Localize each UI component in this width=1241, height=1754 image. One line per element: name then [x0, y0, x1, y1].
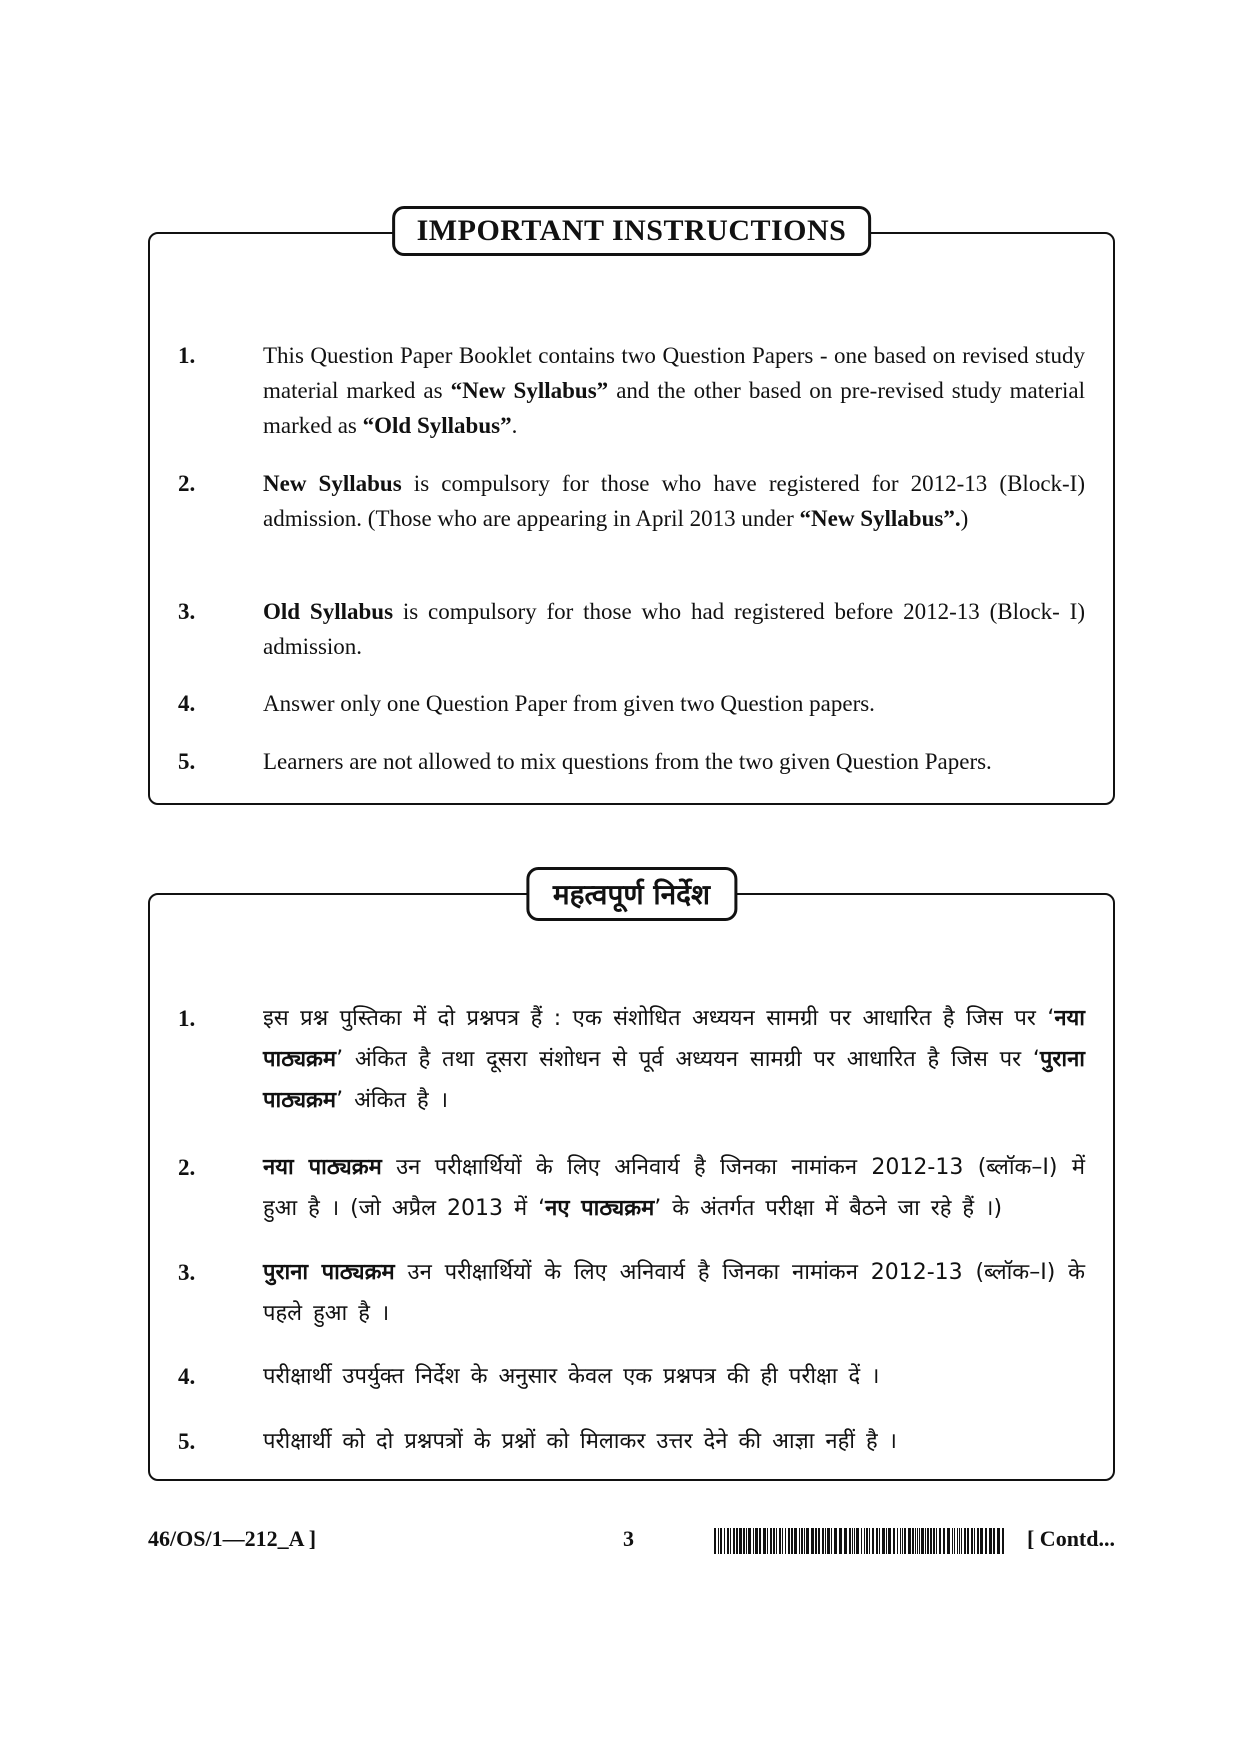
paper-code: 46/OS/1—212_A ]	[148, 1526, 317, 1551]
english-item-5	[178, 744, 1085, 779]
hindi-item-number: 1.	[178, 1006, 196, 1031]
hindi-instructions-title: महत्वपूर्ण निर्देश	[526, 867, 737, 921]
english-item-3	[178, 594, 1085, 664]
continued-label: [ Contd...	[1026, 1526, 1115, 1551]
hindi-item-number: 5.	[178, 1429, 196, 1454]
page-footer	[148, 1526, 1115, 1560]
english-item-2	[178, 466, 1085, 536]
hindi-item-text: नया पाठ्यक्रम उन परीक्षार्थियों के लिए अनिवार्य है जिनका नामांकन 2012-13 (ब्लॉक–I) में हुआ है । (जो अप्रैल 2013 में ‘नए पाठ्यक्रम’ के अंतर्गत परीक्षा में बैठने जा रहे हैं ।)	[263, 1155, 1085, 1221]
english-item-1	[178, 338, 1085, 443]
english-item-number: 2.	[178, 471, 196, 496]
english-item-text: Old Syllabus is compulsory for those who had registered before 2012-13 (Block- I) admission.	[263, 599, 1085, 659]
hindi-item-3	[178, 1252, 1085, 1334]
english-item-number: 5.	[178, 749, 196, 774]
hindi-instructions-box	[148, 878, 1115, 1481]
english-instructions-box	[148, 214, 1115, 805]
english-item-number: 4.	[178, 691, 196, 716]
hindi-item-number: 2.	[178, 1155, 196, 1180]
hindi-item-number: 4.	[178, 1364, 196, 1389]
english-item-number: 3.	[178, 599, 196, 624]
english-item-text: New Syllabus is compulsory for those who have registered for 2012-13 (Block-I) admission. (Those who are appearing in April 2013 under “New Syllabus”.)	[263, 471, 1085, 531]
hindi-item-1	[178, 998, 1085, 1121]
hindi-item-5	[178, 1421, 1085, 1462]
hindi-item-text: पुराना पाठ्यक्रम उन परीक्षार्थियों के लिए अनिवार्य है जिनका नामांकन 2012-13 (ब्लॉक–I) के पहले हुआ है ।	[263, 1260, 1085, 1326]
barcode-image	[714, 1528, 1006, 1554]
english-item-text: Answer only one Question Paper from given two Question papers.	[263, 691, 875, 716]
hindi-item-text: परीक्षार्थी उपर्युक्त निर्देश के अनुसार केवल एक प्रश्नपत्र की ही परीक्षा दें ।	[263, 1364, 880, 1389]
english-item-text: Learners are not allowed to mix questions from the two given Question Papers.	[263, 749, 992, 774]
english-item-4	[178, 686, 1085, 721]
hindi-item-number: 3.	[178, 1260, 196, 1285]
hindi-item-4	[178, 1356, 1085, 1397]
hindi-item-2	[178, 1147, 1085, 1229]
hindi-item-text: इस प्रश्न पुस्तिका में दो प्रश्नपत्र हैं : एक संशोधित अध्ययन सामग्री पर आधारित है जिस पर ‘नया पाठ्यक्रम’ अंकित है तथा दूसरा संशोधन से पूर्व अध्ययन सामग्री पर आधारित है जिस पर ‘पुराना पाठ्यक्रम’ अंकित है ।	[263, 1006, 1085, 1113]
english-instructions-title: IMPORTANT INSTRUCTIONS	[392, 206, 872, 256]
page-number: 3	[623, 1526, 634, 1551]
english-item-text: This Question Paper Booklet contains two Question Papers - one based on revised study material marked as “New Syllabus” and the other based on pre-revised study material marked as “Old Syllabus”.	[263, 343, 1085, 438]
english-item-number: 1.	[178, 343, 196, 368]
hindi-item-text: परीक्षार्थी को दो प्रश्नपत्रों के प्रश्नों को मिलाकर उत्तर देने की आज्ञा नहीं है ।	[263, 1429, 897, 1454]
